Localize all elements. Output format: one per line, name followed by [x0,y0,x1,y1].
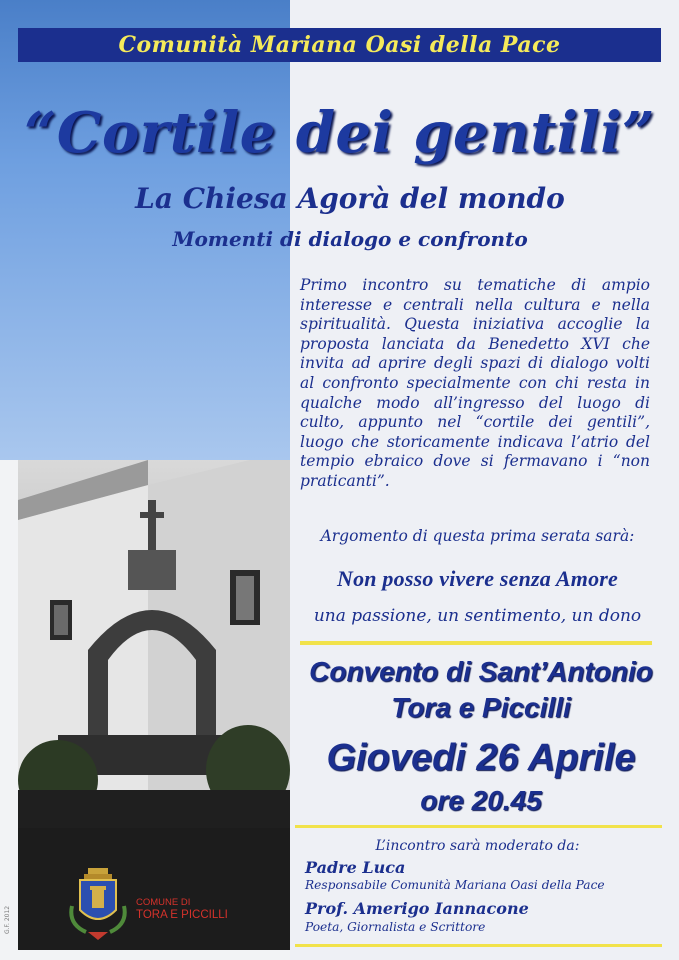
event-time: ore 20.45 [420,785,542,816]
moderator-label: L’incontro sarà moderato da: [375,838,580,854]
municipality-logo [136,897,228,921]
courtyard-photo [18,460,290,830]
intro-paragraph: Primo incontro su tematiche di ampio interesse e centrali nella cultura e nella spiritualità. Questa iniziativa accoglie la proposta lanciata da Benedetto XVI che invita ad aprire degli spazi di dialogo volti al confronto specialmente con chi resta in qualche modo all’ingresso del luogo di culto, appunto nel “cortile dei gentili”, luogo che storicamente indicava l’atrio del tempio ebraico dove si fermavano i “non praticanti”. [300,276,650,490]
organization-name: Comunità Mariana Oasi della Pace [118,32,561,58]
venue-name: Convento di Sant’Antonio [309,656,653,687]
footer-dark-panel [18,828,290,950]
event-subtitle: La Chiesa Agorà del mondo [135,182,565,215]
event-tagline: Momenti di dialogo e confronto [172,227,528,251]
divider-line [295,825,662,828]
venue-town: Tora e Piccilli [391,692,571,723]
event-title: “Cortile dei gentili” [24,100,655,166]
speaker-name: Prof. Amerigo Iannacone [305,899,529,918]
speaker-name: Padre Luca [305,858,406,877]
coat-of-arms-icon [66,866,130,946]
municipality-name: TORA E PICCILLI [136,909,228,921]
header-banner [18,28,661,62]
designer-credit: G.F. 2012 [4,905,11,934]
topic-title: Non posso vivere senza Amore [337,566,618,591]
topic-subtitle: una passione, un sentimento, un dono [313,606,642,626]
argomento-label: Argomento di questa prima serata sarà: [320,527,635,545]
speaker-role: Poeta, Giornalista e Scrittore [305,920,486,934]
divider-line [300,641,652,645]
municipality-label: COMUNE DI [136,897,191,908]
event-date: Giovedi 26 Aprile [326,737,636,779]
speaker-role: Responsabile Comunità Mariana Oasi della Pace [305,878,605,892]
divider-line [295,944,662,947]
